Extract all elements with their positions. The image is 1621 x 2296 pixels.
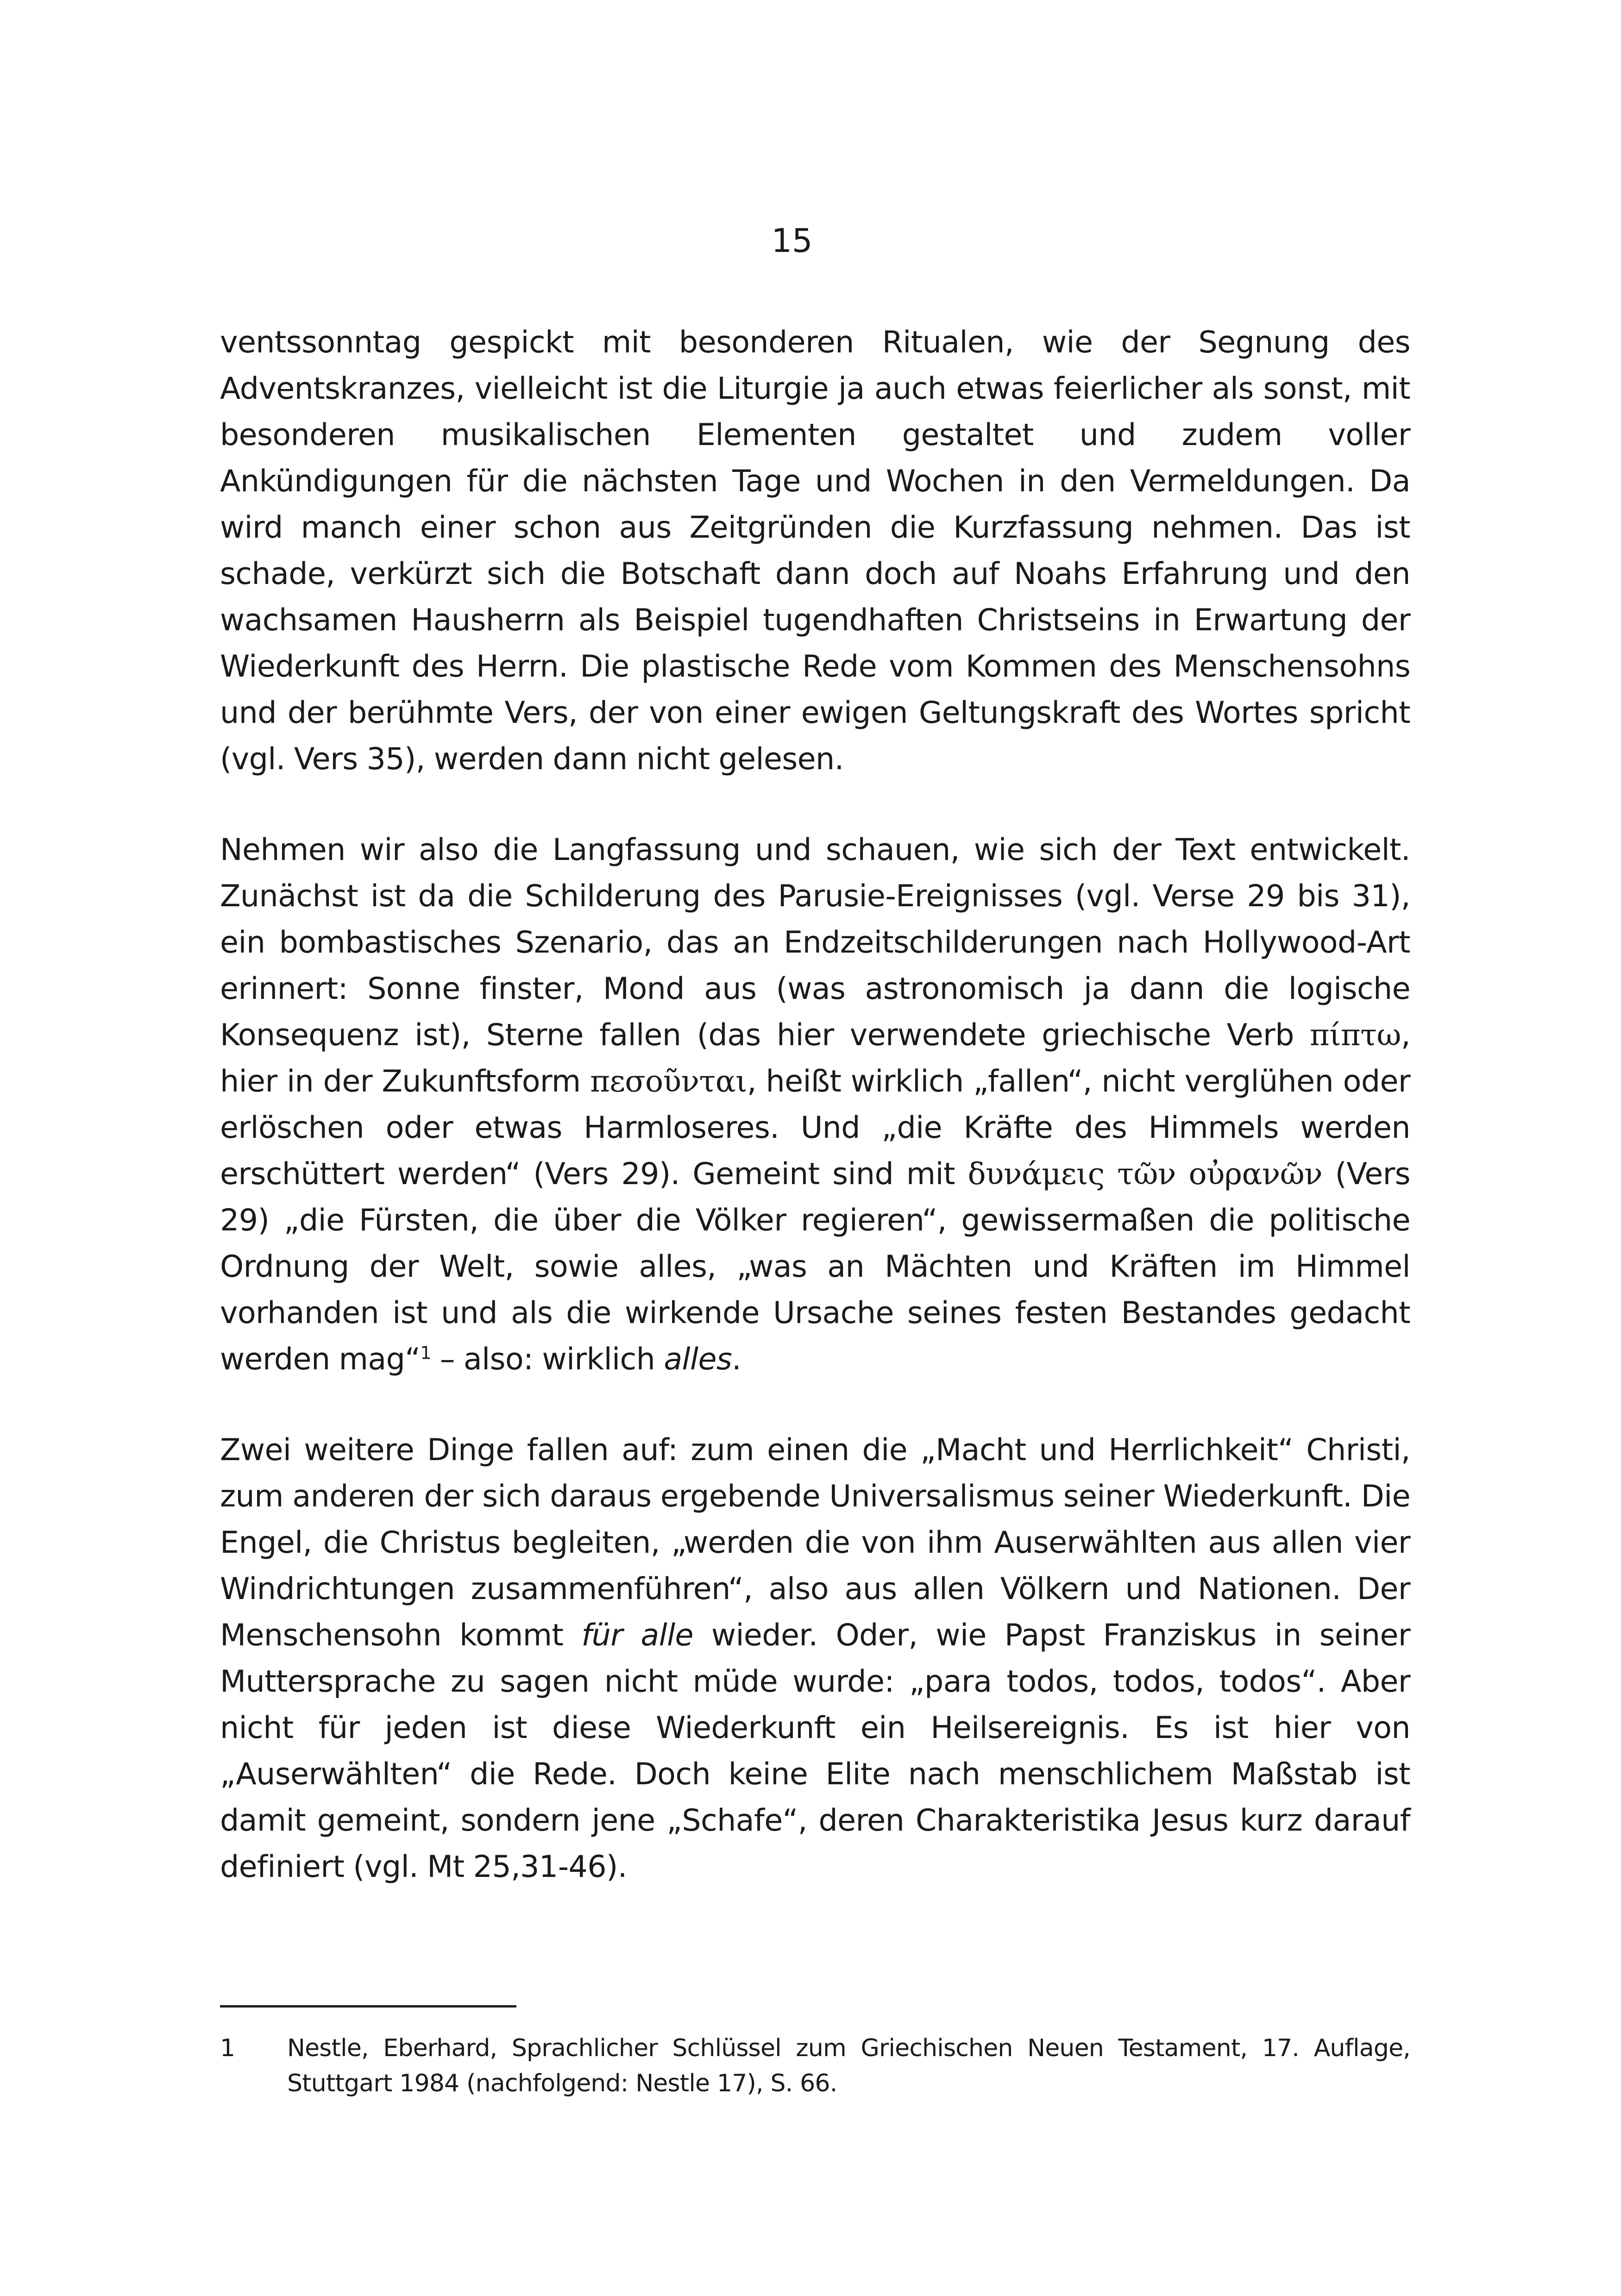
emphasis: alles xyxy=(664,1342,732,1377)
paragraph-2 xyxy=(220,827,1410,1383)
body-text xyxy=(220,320,1410,1890)
greek-term: πεσοῦνται xyxy=(590,1064,747,1099)
text-run: ventssonntag gespickt mit besonderen Ritualen, wie der Segnung des Adventskranzes, vielleicht ist die Liturgie ja auch etwas feierlicher als sonst, mit besonderen musikalischen Elementen gestaltet und zudem voller Ankündigungen für die nächsten Tage und Wochen in den Vermeldungen. Da wird manch einer schon aus Zeitgründen die Kurzfassung nehmen. Das ist schade, verkürzt sich die Botschaft dann doch auf Noahs Erfahrung und den wachsamen Hausherrn als Beispiel tugendhaften Christseins in Erwartung der Wiederkunft des Herrn. Die plastische Rede vom Kommen des Menschensohns und der berühmte Vers, der von einer ewigen Geltungskraft des Wortes spricht (vgl. Vers 35), werden dann nicht gelesen. xyxy=(220,325,1410,777)
footnote-separator xyxy=(220,2005,516,2007)
text-run: Zwei weitere Dinge fallen auf: zum einen die „Macht und Herrlichkeit“ Christi, zum anderen der sich daraus ergebende Universalismus seiner Wiederkunft. Die Engel, die Christus begleiten, „werden die von ihm Auserwählten aus allen vier Windrichtungen zusammenführen“, also aus allen Völkern und Nationen. Der Menschensohn kommt xyxy=(220,1433,1410,1653)
text-run: , heißt wirklich „fallen“, nicht verglühen oder erlöschen oder etwas Harmloseres. Und „die Kräfte des Himmels werden erschüttert werden“ (Vers 29). Gemeint sind mit xyxy=(220,1064,1410,1192)
footnote-text: Nestle, Eberhard, Sprachlicher Schlüssel zum Griechischen Neuen Testament, 17. Auflage, Stuttgart 1984 (nachfolgend: Nestle 17), S. 66. xyxy=(287,2034,1410,2097)
text-run: Nehmen wir also die Langfassung und schauen, wie sich der Text entwickelt. Zunächst ist da die Schilderung des Parusie-Ereignisses (vgl. Verse 29 bis 31), ein bombastisches Szenario, das an Endzeitschilderungen nach Hollywood-Art erinnert: Sonne finster, Mond aus (was astronomisch ja dann die logische Konsequenz ist), Sterne fallen (das hier verwendete griechische Verb xyxy=(220,833,1410,1053)
footnote-number: 1 xyxy=(220,2034,235,2062)
paragraph-3 xyxy=(220,1427,1410,1890)
greek-term: δυνάμεις τῶν οὐρανῶν xyxy=(968,1157,1323,1192)
page-number: 15 xyxy=(771,222,813,260)
text-run: . xyxy=(732,1342,741,1377)
text-run: (Vers 29) „die Fürsten, die über die Völker regieren“, gewissermaßen die politische Ordnung der Welt, sowie alles, „was an Mächten und Kräften im Himmel vorhanden ist und als die wirkende Ursache seines festen Bestandes gedacht werden mag“ xyxy=(220,1157,1411,1377)
text-run: – also: wirklich xyxy=(431,1342,664,1377)
text-run: , hier in der Zukunftsform xyxy=(220,1018,1410,1099)
footnote-1 xyxy=(220,2031,1410,2101)
emphasis: für alle xyxy=(581,1618,693,1653)
footnote-reference: 1 xyxy=(420,1342,431,1363)
greek-term: πίπτω xyxy=(1310,1018,1401,1053)
text-run: wieder. Oder, wie Papst Franziskus in seiner Muttersprache zu sagen nicht müde wurde: „para todos, todos, todos“. Aber nicht für jeden ist diese Wiederkunft ein Heilsereignis. Es ist hier von „Auserwählten“ die Rede. Doch keine Elite nach menschlichem Maßstab ist damit gemeint, sondern jene „Schafe“, deren Charakteristika Jesus kurz darauf definiert (vgl. Mt 25,31-46). xyxy=(220,1618,1411,1884)
paragraph-1 xyxy=(220,320,1410,783)
